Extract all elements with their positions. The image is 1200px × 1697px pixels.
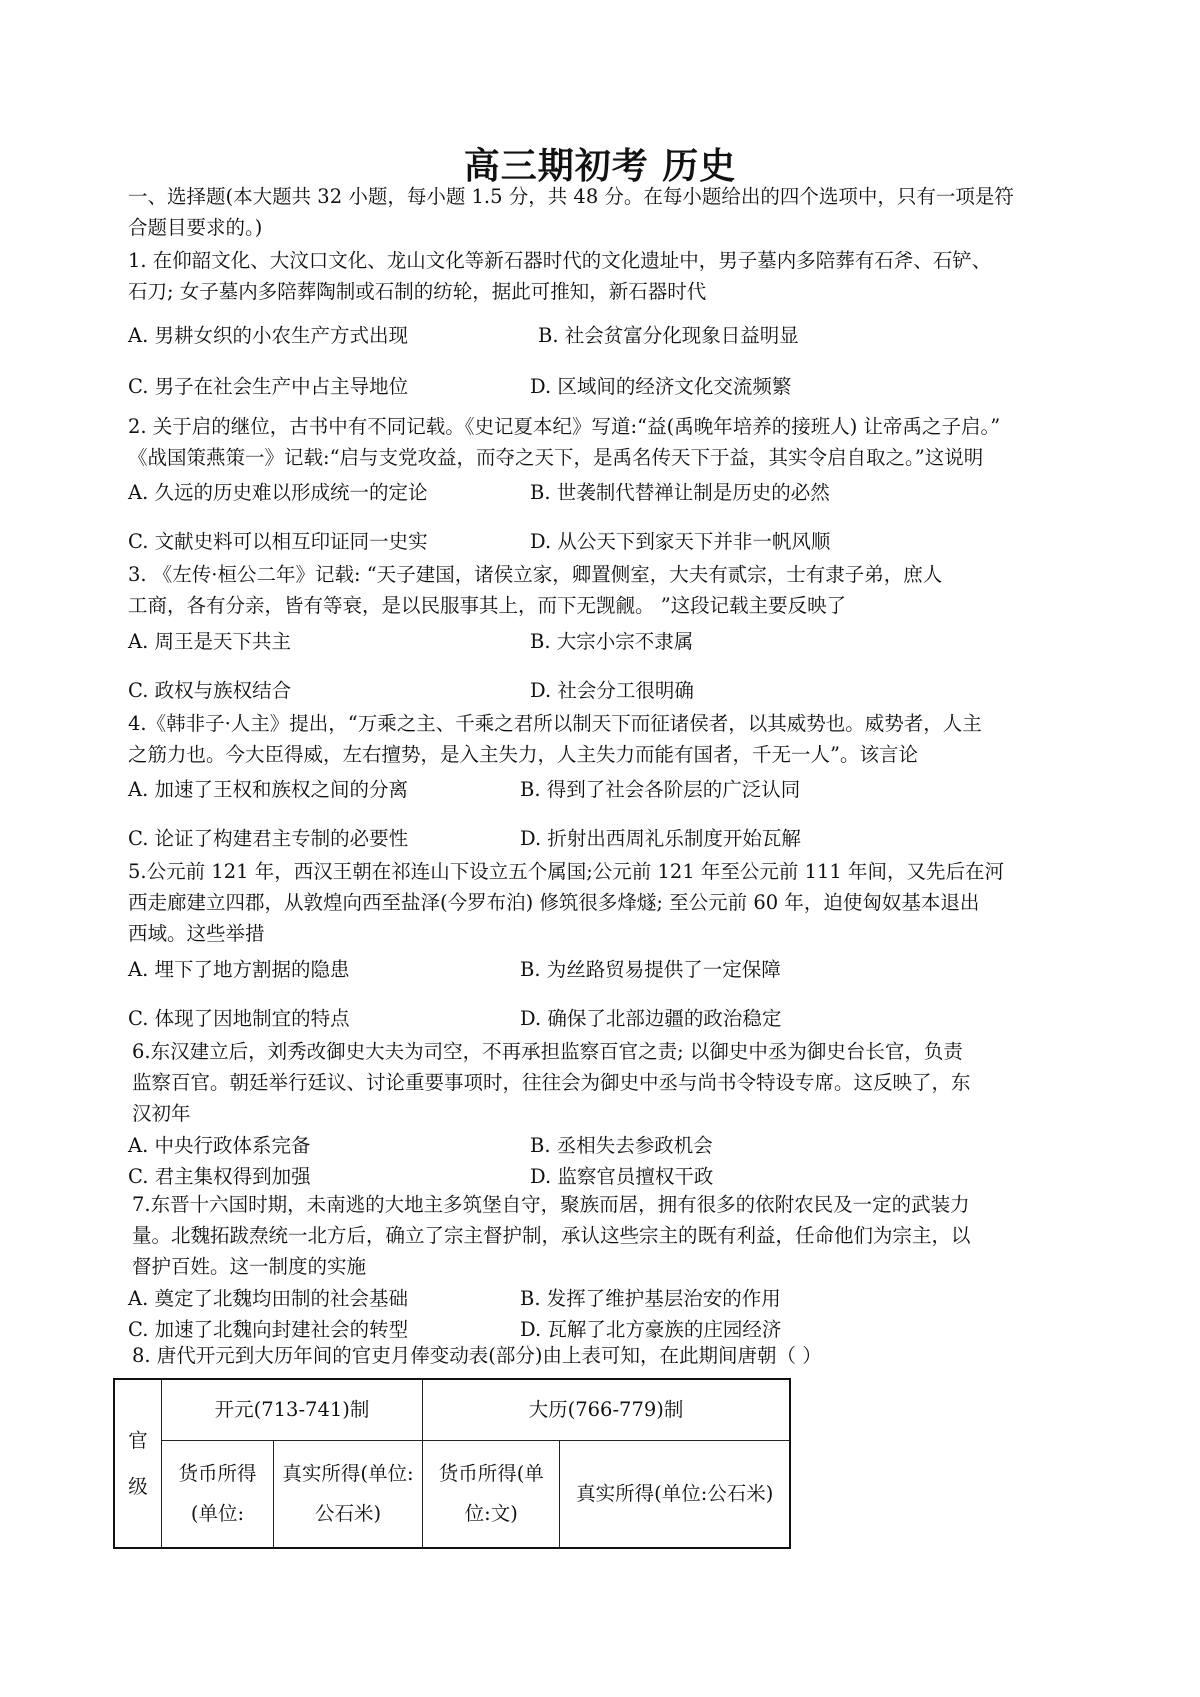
question-2-option-a: A. 久远的历史难以形成统一的定论 bbox=[128, 481, 428, 504]
question-4-option-d: D. 折射出西周礼乐制度开始瓦解 bbox=[520, 827, 801, 850]
kaiyuan-money-header: 货币所得(单位: bbox=[162, 1441, 274, 1549]
question-1-stem: 1. 在仰韶文化、大汶口文化、龙山文化等新石器时代的文化遗址中，男子墓内多陪葬有石斧、石铲、 bbox=[128, 249, 992, 272]
question-5-stem: 5.公元前 121 年，西汉王朝在祁连山下设立五个属国;公元前 121 年至公元前 111 年间，又先后在河 bbox=[128, 860, 1005, 883]
question-6-option-c: C. 君主集权得到加强 bbox=[128, 1165, 311, 1188]
question-7-option-d: D. 瓦解了北方豪族的庄园经济 bbox=[520, 1318, 782, 1341]
question-5-option-d: D. 确保了北部边疆的政治稳定 bbox=[520, 1007, 782, 1030]
question-7-stem: 量。北魏拓跋焘统一北方后，确立了宗主督护制，承认这些宗主的既有利益，任命他们为宗主，以 bbox=[132, 1224, 971, 1247]
question-3-stem: 3. 《左传·桓公二年》记载: “天子建国，诸侯立家，卿置侧室，大夫有贰宗，士有隶子弟，庶人 bbox=[128, 563, 943, 586]
kaiyuan-header: 开元(713-741)制 bbox=[162, 1379, 423, 1441]
question-3-option-b: B. 大宗小宗不隶属 bbox=[530, 630, 694, 653]
section-instruction-cont: 合题目要求的。) bbox=[128, 216, 263, 239]
question-2-stem: 《战国策燕策一》记载:“启与支党攻益，而夺之天下，是禹名传天下于益，其实令启自取之。”这说明 bbox=[128, 446, 984, 469]
question-3-stem: 工商，各有分亲，皆有等衰，是以民服事其上，而下无觊觎。 ”这段记载主要反映了 bbox=[128, 594, 847, 617]
dali-real-header: 真实所得(单位:公石米) bbox=[560, 1441, 790, 1549]
question-3-option-c: C. 政权与族权结合 bbox=[128, 679, 292, 702]
kaiyuan-real-header: 真实所得(单位:公石米) bbox=[274, 1441, 423, 1549]
question-7-stem: 督护百姓。这一制度的实施 bbox=[132, 1255, 367, 1278]
rank-header-cell bbox=[114, 1379, 162, 1548]
question-6-option-a: A. 中央行政体系完备 bbox=[128, 1134, 311, 1157]
question-4-option-b: B. 得到了社会各阶层的广泛认同 bbox=[520, 778, 801, 801]
question-6-stem: 监察百官。朝廷举行廷议、讨论重要事项时，往往会为御史中丞与尚书令特设专席。这反映了，东 bbox=[132, 1071, 971, 1094]
question-6-option-b: B. 丞相失去参政机会 bbox=[530, 1134, 713, 1157]
question-1-option-b: B. 社会贫富分化现象日益明显 bbox=[538, 324, 799, 347]
question-5-stem: 西走廊建立四郡，从敦煌向西至盐泽(今罗布泊) 修筑很多烽燧; 至公元前 60 年，迫使匈奴基本退出 bbox=[128, 891, 980, 914]
question-7-option-c: C. 加速了北魏向封建社会的转型 bbox=[128, 1318, 409, 1341]
question-4-stem: 之筋力也。今大臣得威，左右擅势，是入主失力，人主失力而能有国者，千无一人”。该言论 bbox=[128, 743, 918, 766]
section-instruction: 一、选择题(本大题共 32 小题，每小题 1.5 分，共 48 分。在每小题给出的四个选项中，只有一项是符 bbox=[128, 185, 1014, 208]
dali-money-header: 货币所得(单位:文) bbox=[423, 1441, 560, 1549]
question-4-option-a: A. 加速了王权和族权之间的分离 bbox=[128, 778, 408, 801]
dali-header: 大历(766-779)制 bbox=[423, 1379, 791, 1441]
question-1-option-a: A. 男耕女织的小农生产方式出现 bbox=[128, 324, 408, 347]
page-title: 高三期初考 历史 bbox=[463, 146, 737, 187]
question-7-option-a: A. 奠定了北魏均田制的社会基础 bbox=[128, 1287, 408, 1310]
question-5-stem: 西域。这些举措 bbox=[128, 922, 265, 945]
question-5-option-b: B. 为丝路贸易提供了一定保障 bbox=[520, 958, 781, 981]
question-2-option-b: B. 世袭制代替禅让制是历史的必然 bbox=[530, 481, 830, 504]
question-4-option-c: C. 论证了构建君主专制的必要性 bbox=[128, 827, 409, 850]
question-7-stem: 7.东晋十六国时期，未南逃的大地主多筑堡自守，聚族而居，拥有很多的依附农民及一定的武装力 bbox=[132, 1193, 970, 1216]
question-2-option-c: C. 文献史料可以相互印证同一史实 bbox=[128, 530, 428, 553]
question-2-stem: 2. 关于启的继位，古书中有不同记载。《史记夏本纪》写道:“益(禹晚年培养的接班人) 让帝禹之子启。” bbox=[128, 415, 1001, 438]
question-1-option-d: D. 区域间的经济文化交流频繁 bbox=[530, 375, 792, 398]
question-4-stem: 4.《韩非子·人主》提出，“万乘之主、千乘之君所以制天下而征诸侯者，以其威势也。威势者，人主 bbox=[128, 712, 982, 735]
question-5-option-c: C. 体现了因地制宜的特点 bbox=[128, 1007, 350, 1030]
question-2-option-d: D. 从公天下到家天下并非一帆风顺 bbox=[530, 530, 831, 553]
question-1-stem: 石刀; 女子墓内多陪葬陶制或石制的纺轮，据此可推知，新石器时代 bbox=[128, 280, 707, 303]
question-6-stem: 6.东汉建立后，刘秀改御史大夫为司空，不再承担监察百官之责; 以御史中丞为御史台长官，负责 bbox=[132, 1040, 963, 1063]
question-3-option-a: A. 周王是天下共主 bbox=[128, 630, 291, 653]
question-1-option-c: C. 男子在社会生产中占主导地位 bbox=[128, 375, 409, 398]
rank-header: 官级 bbox=[128, 1428, 148, 1498]
question-5-option-a: A. 埋下了地方割据的隐患 bbox=[128, 958, 350, 981]
question-3-option-d: D. 社会分工很明确 bbox=[530, 679, 694, 702]
salary-table bbox=[113, 1378, 791, 1549]
question-8-stem: 8. 唐代开元到大历年间的官吏月俸变动表(部分)由上表可知，在此期间唐朝（ ） bbox=[132, 1344, 822, 1367]
question-7-option-b: B. 发挥了维护基层治安的作用 bbox=[520, 1287, 781, 1310]
question-6-option-d: D. 监察官员擅权干政 bbox=[530, 1165, 714, 1188]
question-6-stem: 汉初年 bbox=[132, 1102, 191, 1125]
